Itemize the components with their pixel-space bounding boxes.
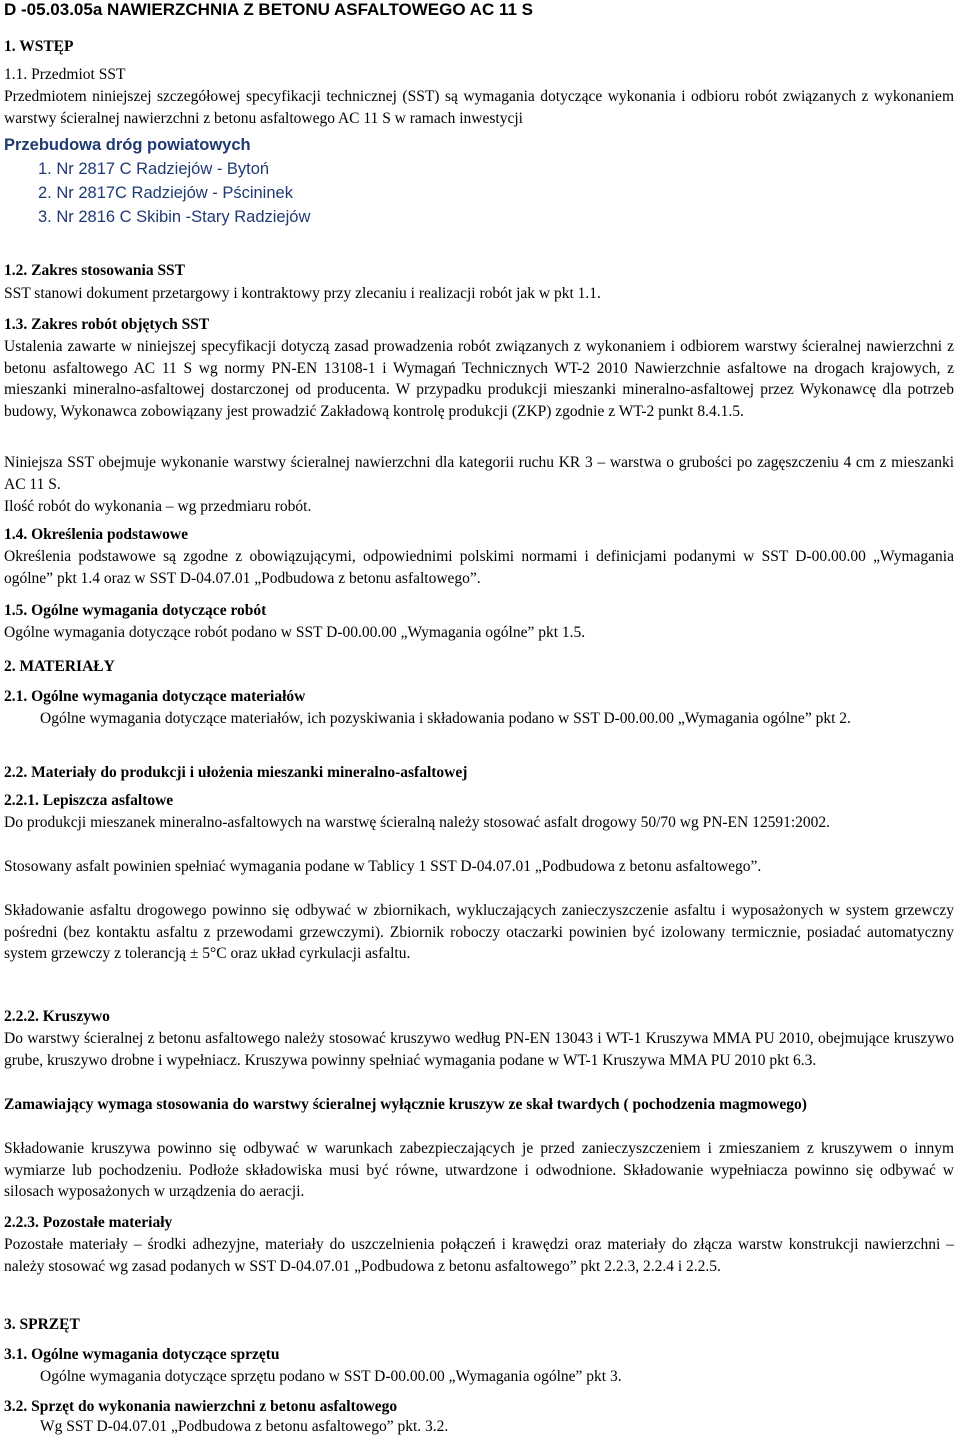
section-1-1-text: Przedmiotem niniejszej szczegółowej specyfikacji technicznej (SST) są wymagania dotyczące wykonania i odbioru robót związanych z wykonaniem warstwy ścieralnej nawierzchni z betonu asfaltowego AC 11 S w ramach inwestycji	[4, 88, 954, 127]
road-item-2: 2. Nr 2817C Radziejów - Pścininek	[38, 184, 293, 202]
section-1-2-heading: 1.2. Zakres stosowania SST	[4, 262, 186, 279]
section-3-2-text: Wg SST D-04.07.01 „Podbudowa z betonu asfaltowego” pkt. 3.2.	[40, 1418, 449, 1435]
section-1-heading: 1. WSTĘP	[4, 38, 74, 55]
section-2-2-1-text-2: Stosowany asfalt powinien spełniać wymagania podane w Tablicy 1 SST D-04.07.01 „Podbudowa z betonu asfaltowego”.	[4, 858, 762, 875]
section-2-2-1-heading: 2.2.1. Lepiszcza asfaltowe	[4, 792, 174, 809]
document-title: D -05.03.05a NAWIERZCHNIA Z BETONU ASFALTOWEGO AC 11 S	[4, 0, 533, 19]
section-1-3-text-3: Ilość robót do wykonania – wg przedmiaru robót.	[4, 498, 312, 515]
section-2-2-3-text: Pozostałe materiały – środki adhezyjne, materiały do uszczelnienia połączeń i krawędzi oraz materiały do złącza warstw konstrukcji nawierzchni – należy stosować wg zasad podanych w SST D-04.07.01 „Podbudowa z betonu asfaltowego” pkt 2.2.3, 2.2.4 i 2.2.5.	[4, 1236, 954, 1275]
section-1-5-text: Ogólne wymagania dotyczące robót podano w SST D-00.00.00 „Wymagania ogólne” pkt 1.5.	[4, 624, 586, 641]
section-1-3-heading: 1.3. Zakres robót objętych SST	[4, 316, 210, 333]
section-1-3-text-2: Niniejsza SST obejmuje wykonanie warstwy ścieralnej nawierzchni dla kategorii ruchu KR 3 – warstwa o grubości po zagęszczeniu 4 cm z mieszanki AC 11 S.	[4, 454, 954, 493]
section-2-heading: 2. MATERIAŁY	[4, 658, 115, 675]
section-2-2-1-text-1: Do produkcji mieszanek mineralno-asfaltowych na warstwę ścieralną należy stosować asfalt drogowy 50/70 wg PN-EN 12591:2002.	[4, 814, 831, 831]
section-2-2-3-heading: 2.2.3. Pozostałe materiały	[4, 1214, 173, 1231]
section-3-heading: 3. SPRZĘT	[4, 1316, 80, 1333]
section-1-4-heading: 1.4. Określenia podstawowe	[4, 526, 189, 543]
project-name: Przebudowa dróg powiatowych	[4, 136, 251, 154]
section-3-2-heading: 3.2. Sprzęt do wykonania nawierzchni z betonu asfaltowego	[4, 1398, 398, 1415]
section-1-4-text: Określenia podstawowe są zgodne z obowiązującymi, odpowiednimi polskimi normami i definicjami podanymi w SST D-00.00.00 „Wymagania ogólne” pkt 1.4 oraz w SST D-04.07.01 „Podbudowa z betonu asfaltowego”.	[4, 548, 954, 587]
section-1-5-heading: 1.5. Ogólne wymagania dotyczące robót	[4, 602, 267, 619]
road-item-3: 3. Nr 2816 C Skibin -Stary Radziejów	[38, 208, 311, 226]
section-2-2-1-text-3: Składowanie asfaltu drogowego powinno się odbywać w zbiornikach, wykluczających zanieczyszczenie asfaltu i wyposażonych w system grzewczy pośredni (bez kontaktu asfaltu z przewodami grzewczymi). Zbiornik roboczy otaczarki powinien być izolowany termicznie, posiadać automatyczny system grzewczy z tolerancją ± 5°C oraz układ cyrkulacji asfaltu.	[4, 902, 954, 963]
section-2-1-text: Ogólne wymagania dotyczące materiałów, ich pozyskiwania i składowania podano w SST D-00.00.00 „Wymagania ogólne” pkt 2.	[40, 710, 851, 727]
section-1-3-text-1: Ustalenia zawarte w niniejszej specyfikacji dotyczą zasad prowadzenia robót związanych z wykonaniem i odbiorem warstwy ścieralnej nawierzchni z betonu asfaltowego AC 11 S wg normy PN-EN 13108-1 i Wymagań Technicznych WT-2 2010 Nawierzchnie asfaltowe na drogach krajowych, z mieszanki mineralno-asfaltowej dostarczonej od producenta. W przypadku produkcji mieszanki mineralno-asfaltowej przez Wykonawcę dla potrzeb budowy, Wykonawca zobowiązany jest prowadzić Zakładową kontrolę produkcji (ZKP) zgodnie z WT-2 punkt 8.4.1.5.	[4, 338, 954, 420]
section-1-1-heading: 1.1. Przedmiot SST	[4, 66, 126, 83]
section-2-1-heading: 2.1. Ogólne wymagania dotyczące materiałów	[4, 688, 306, 705]
section-2-2-2-heading: 2.2.2. Kruszywo	[4, 1008, 110, 1025]
section-3-1-text: Ogólne wymagania dotyczące sprzętu podano w SST D-00.00.00 „Wymagania ogólne” pkt 3.	[40, 1368, 622, 1385]
section-2-2-2-requirement: Zamawiający wymaga stosowania do warstwy ścieralnej wyłącznie kruszyw ze skał twardych ( pochodzenia magmowego)	[4, 1096, 807, 1113]
section-2-2-heading: 2.2. Materiały do produkcji i ułożenia mieszanki mineralno-asfaltowej	[4, 764, 468, 781]
road-item-1: 1. Nr 2817 C Radziejów - Bytoń	[38, 160, 270, 178]
section-2-2-2-text-1: Do warstwy ścieralnej z betonu asfaltowego należy stosować kruszywo według PN-EN 13043 i WT-1 Kruszywa MMA PU 2010, obejmujące kruszywo grube, kruszywo drobne i wypełniacz. Kruszywa powinny spełniać wymagania podane w WT-1 Kruszywa MMA PU 2010 pkt 6.3.	[4, 1030, 954, 1069]
section-3-1-heading: 3.1. Ogólne wymagania dotyczące sprzętu	[4, 1346, 280, 1363]
section-1-2-text: SST stanowi dokument przetargowy i kontraktowy przy zlecaniu i realizacji robót jak w pkt 1.1.	[4, 285, 601, 302]
section-2-2-2-text-2: Składowanie kruszywa powinno się odbywać w warunkach zabezpieczających je przed zanieczyszczeniem i zmieszaniem z kruszywem o innym wymiarze lub pochodzeniu. Podłoże składowiska musi być równe, utwardzone i odwodnione. Składowanie wypełniacza powinno się odbywać w silosach wyposażonych w urządzenia do aeracji.	[4, 1140, 954, 1201]
